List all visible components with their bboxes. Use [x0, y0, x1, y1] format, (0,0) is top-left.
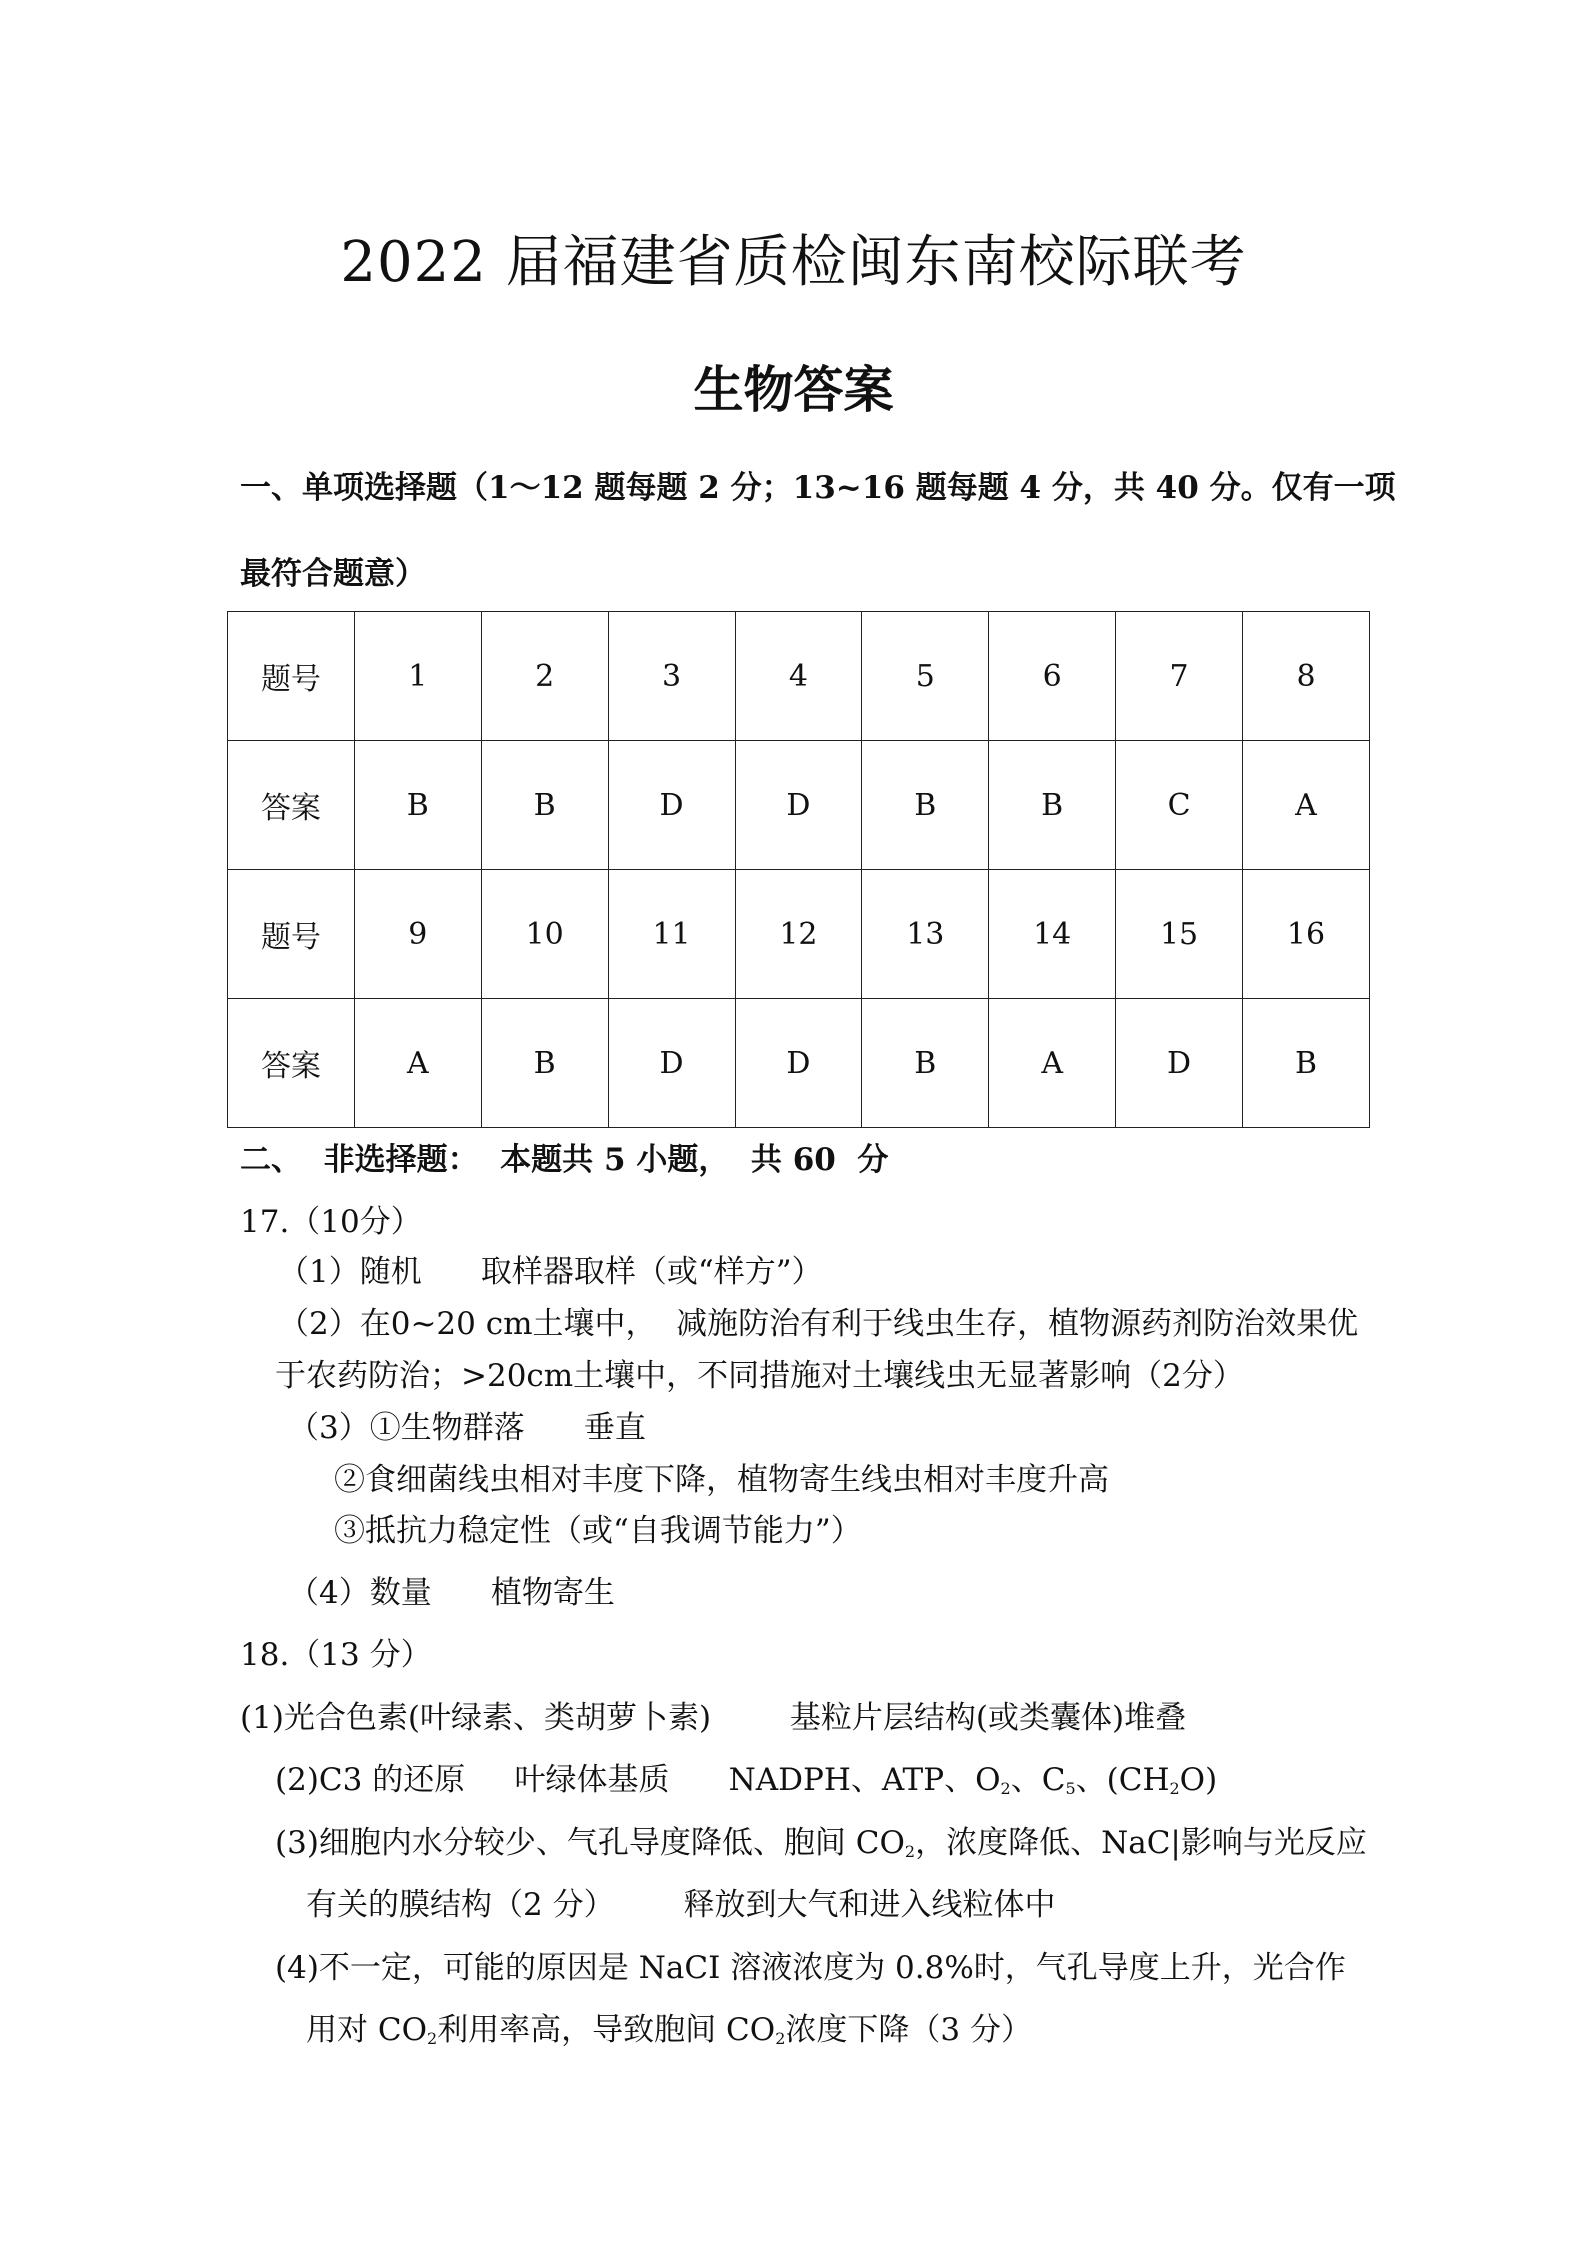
question-number: 2	[481, 612, 608, 741]
q17-part2-line2: 于农药防治；>20cm土壤中，不同措施对土壤线虫无显著影响（2分）	[275, 1358, 1244, 1394]
section1-heading: 一、单项选择题（1～12 题每题 2 分；13~16 题每题 4 分，共 40 分。仅有一项	[240, 470, 1396, 506]
question-number: 4	[735, 612, 862, 741]
question-number: 14	[989, 870, 1116, 999]
question-number: 7	[1116, 612, 1243, 741]
table-row	[228, 612, 1370, 741]
question-number: 3	[608, 612, 735, 741]
answer-cell: B	[862, 741, 989, 870]
q18-part3-line2: 有关的膜结构（2 分） 释放到大气和进入线粒体中	[306, 1887, 1056, 1923]
q18-part4-line2: 用对 $CO_2$利用率高，导致胞间 $CO_2$浓度下降（3 分）	[306, 2012, 1032, 2048]
question-number: 8	[1243, 612, 1370, 741]
q18-title: 18.（13 分）	[240, 1637, 432, 1673]
answer-cell: A	[989, 999, 1116, 1128]
q17-part3-line2: ②食细菌线虫相对丰度下降，植物寄生线虫相对丰度升高	[334, 1462, 1109, 1498]
q17-part3-line3: ③抵抗力稳定性（或“自我调节能力”）	[334, 1513, 862, 1549]
answer-cell: D	[1116, 999, 1243, 1128]
answer-cell: B	[1243, 999, 1370, 1128]
answer-cell: D	[608, 999, 735, 1128]
question-number: 9	[354, 870, 481, 999]
page-title: 2022 届福建省质检闽东南校际联考	[340, 230, 1247, 295]
answer-cell: D	[608, 741, 735, 870]
answer-cell: B	[354, 741, 481, 870]
question-number: 13	[862, 870, 989, 999]
answer-cell: B	[862, 999, 989, 1128]
answer-cell: A	[1243, 741, 1370, 870]
page-subtitle: 生物答案	[693, 360, 894, 419]
row-label-answer: 答案	[228, 999, 355, 1128]
question-number: 16	[1243, 870, 1370, 999]
q18-part1: (1)光合色素(叶绿素、类胡萝卜素) 基粒片层结构(或类囊体)堆叠	[240, 1700, 1187, 1736]
row-label-number: 题号	[228, 870, 355, 999]
answer-cell: B	[481, 999, 608, 1128]
question-number: 12	[735, 870, 862, 999]
q17-part1: （1）随机 取样器取样（或“样方”）	[278, 1254, 823, 1290]
table-row	[228, 870, 1370, 999]
q18-part3-line1: (3)细胞内水分较少、气孔导度降低、胞间 $CO_2$，浓度降低、NaC|影响与光反应	[275, 1825, 1367, 1861]
q18-part2: (2)C3 的还原 叶绿体基质 NADPH、ATP、$O_2$、$C_5$、$(CH_2O)$	[275, 1762, 1218, 1798]
answer-cell: A	[354, 999, 481, 1128]
section1-heading-cont: 最符合题意）	[240, 556, 426, 592]
table-row	[228, 999, 1370, 1128]
answer-table	[227, 611, 1370, 1128]
question-number: 15	[1116, 870, 1243, 999]
question-number: 5	[862, 612, 989, 741]
question-number: 10	[481, 870, 608, 999]
question-number: 6	[989, 612, 1116, 741]
section2-heading: 二、 非选择题： 本题共 5 小题， 共 60 分	[240, 1142, 889, 1178]
table-row	[228, 741, 1370, 870]
answer-cell: D	[735, 741, 862, 870]
question-number: 11	[608, 870, 735, 999]
q17-title: 17.（10分）	[240, 1204, 422, 1240]
answer-cell: C	[1116, 741, 1243, 870]
q17-part2-line1: （2）在0~20 cm土壤中， 减施防治有利于线虫生存，植物源药剂防治效果优	[278, 1306, 1359, 1342]
question-number: 1	[354, 612, 481, 741]
row-label-answer: 答案	[228, 741, 355, 870]
answer-cell: B	[481, 741, 608, 870]
q17-part3-line1: （3）①生物群落 垂直	[288, 1410, 646, 1446]
q18-part4-line1: (4)不一定，可能的原因是 NaCI 溶液浓度为 0.8%时，气孔导度上升，光合作	[275, 1950, 1346, 1986]
answer-cell: D	[735, 999, 862, 1128]
answer-cell: B	[989, 741, 1116, 870]
row-label-number: 题号	[228, 612, 355, 741]
q17-part4: （4）数量 植物寄生	[288, 1575, 615, 1611]
